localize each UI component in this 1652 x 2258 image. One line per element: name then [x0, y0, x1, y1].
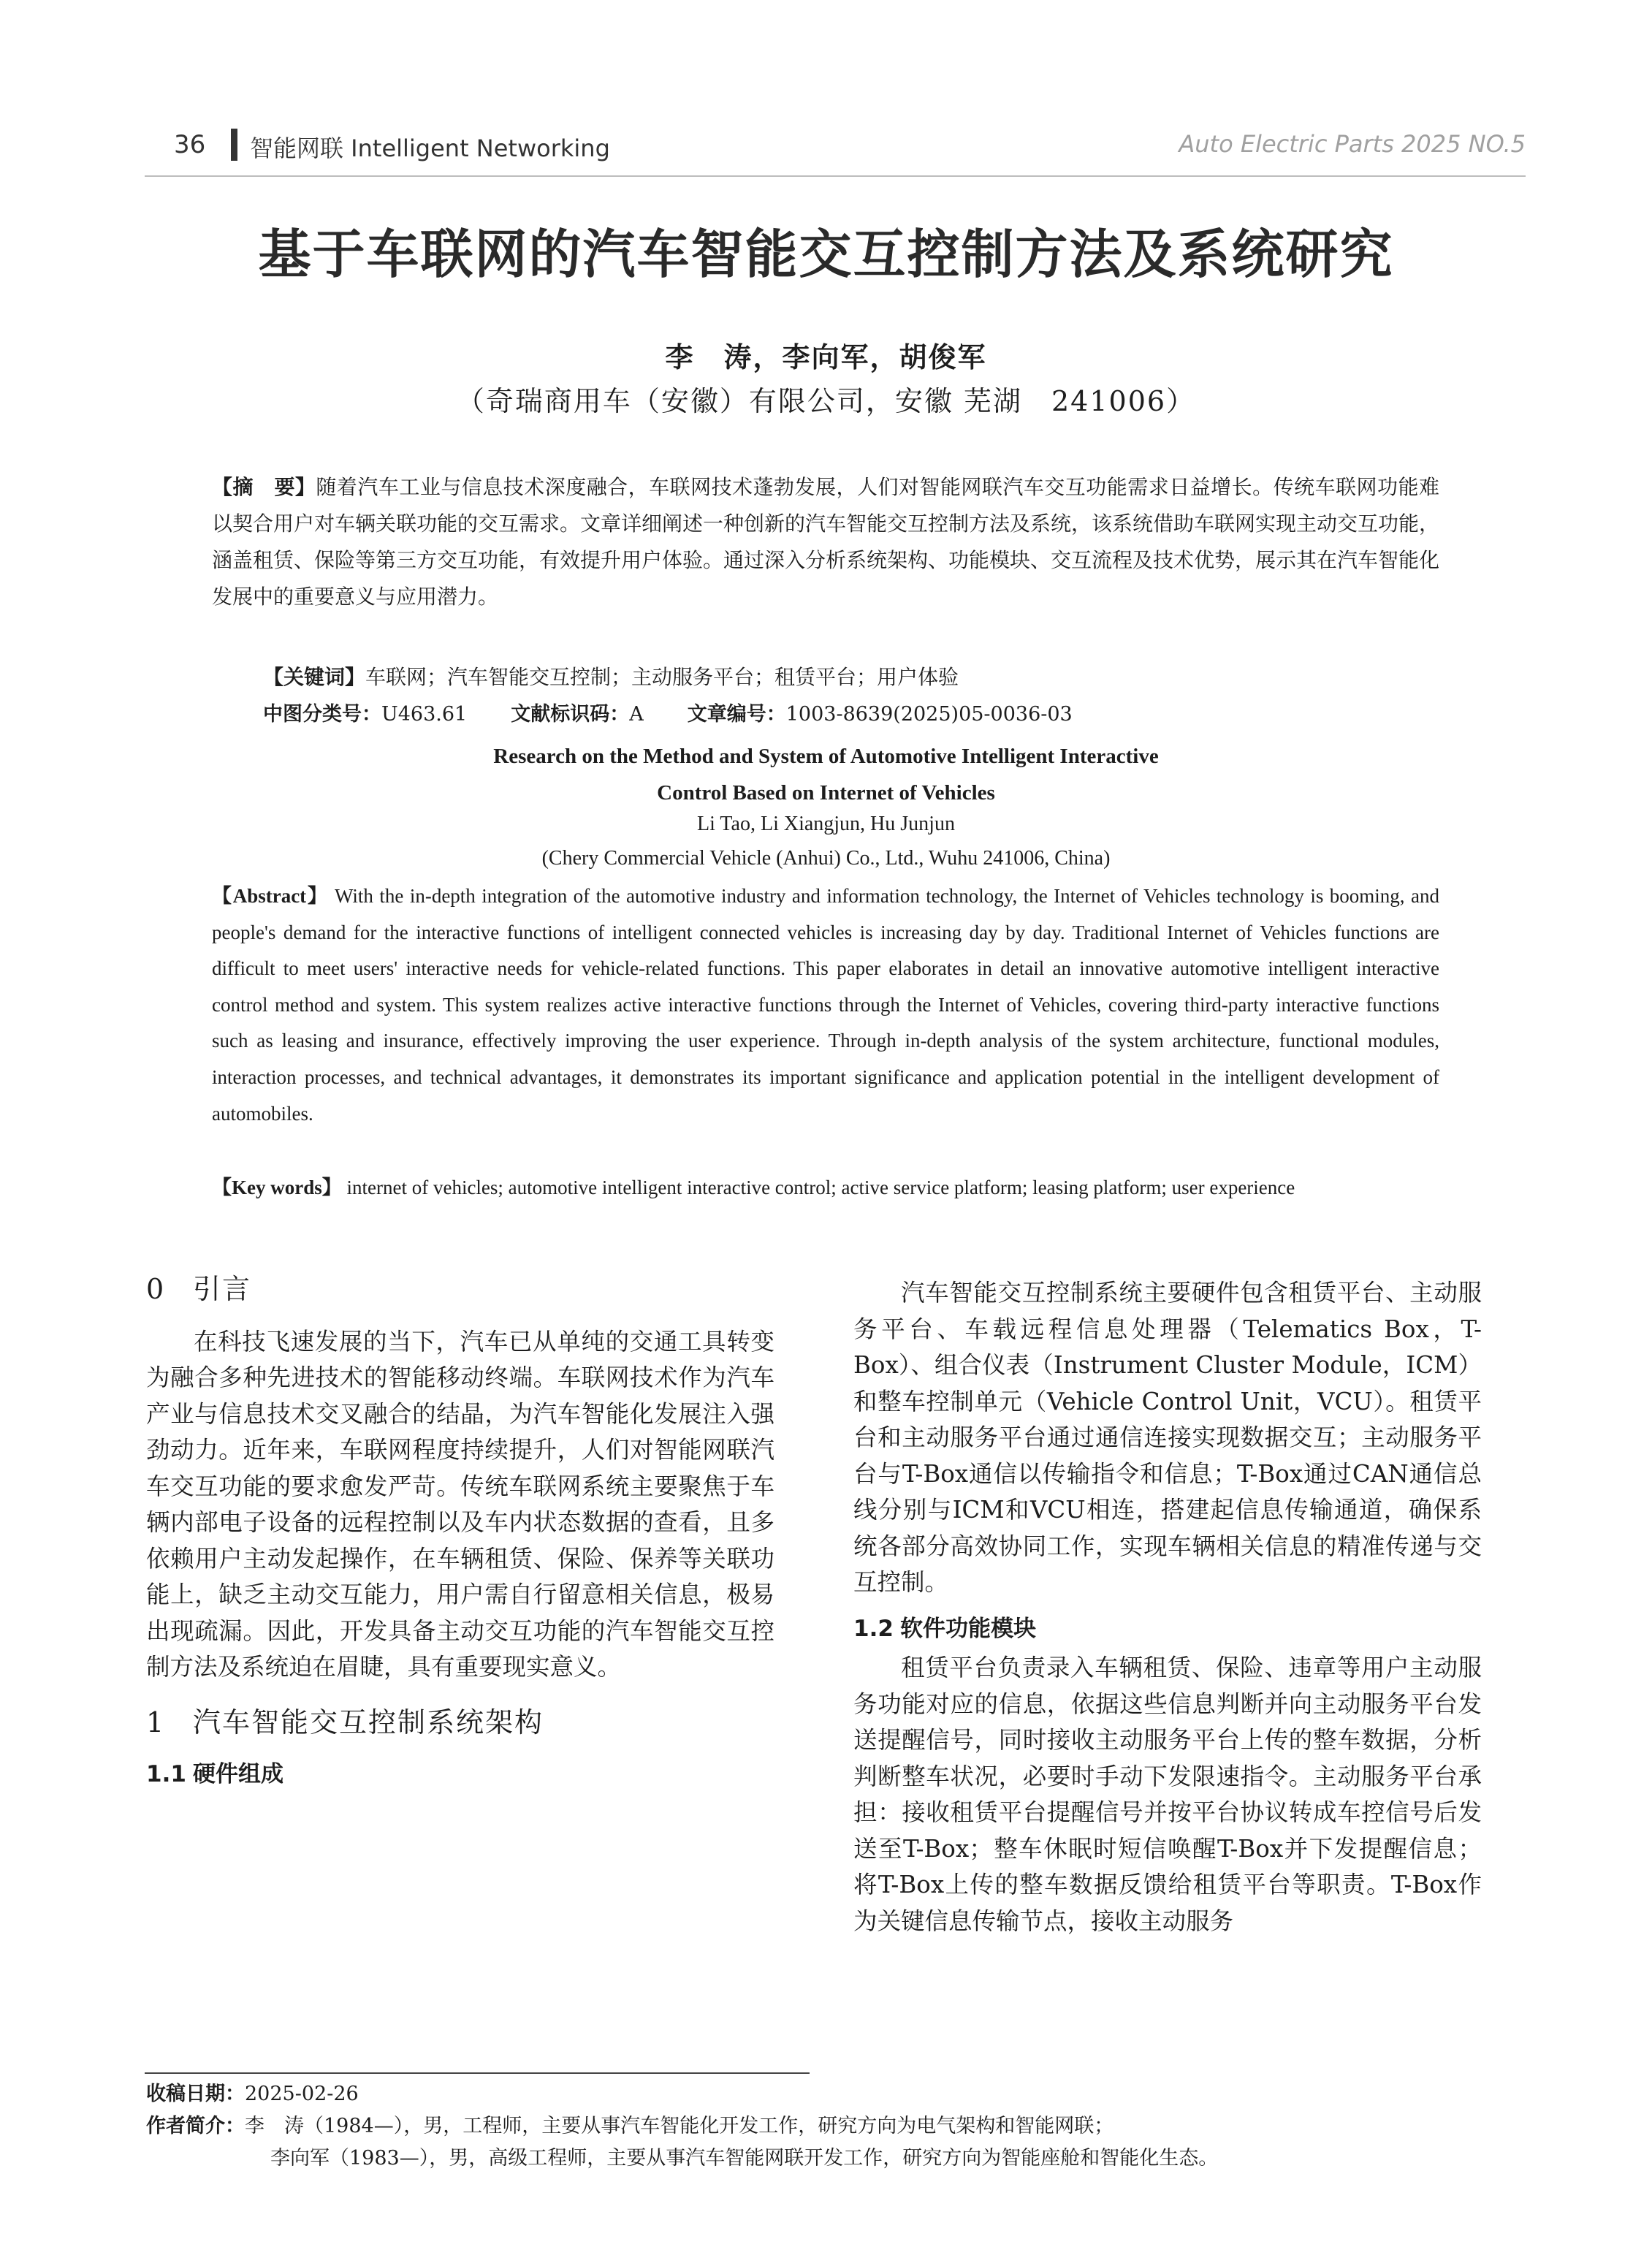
abstract-cn-text: 随着汽车工业与信息技术深度融合，车联网技术蓬勃发展，人们对智能网联汽车交互功能需求日益增长。传统车联网功能难以契合用户对车辆关联功能的交互需求。文章详细阐述一种创新的汽车智能交互控制方法及系统，该系统借助车联网实现主动交互功能，涵盖租赁、保险等第三方交互功能，有效提升用户体验。通过深入分析系统架构、功能模块、交互流程及技术优势，展示其在汽车智能化发展中的重要意义与应用潜力。 — [212, 475, 1440, 609]
subsection-title: 软件功能模块 — [900, 1615, 1036, 1642]
authors: 李 涛，李向军，胡俊军 — [665, 341, 987, 373]
keywords-en-text: internet of vehicles; automotive intelligent interactive control; active service platform; leasing platform; user experience — [346, 1176, 1295, 1198]
received-value: 2025-02-26 — [245, 2083, 359, 2105]
section-number: 1 — [146, 1706, 166, 1738]
abstract-en-label: 【Abstract】 — [212, 885, 329, 907]
subsection-title: 硬件组成 — [193, 1761, 283, 1787]
intro-paragraph: 在科技飞速发展的当下，汽车已从单纯的交通工具转变为融合多种先进技术的智能移动终端。车联网技术作为汽车产业与信息技术交叉融合的结晶，为汽车智能化发展注入强劲动力。近年来，车联网程度持续提升，人们对智能网联汽车交互功能的要求愈发严苛。传统车联网系统主要聚焦于车辆内部电子设备的远程控制以及车内状态数据的查看，且多依赖用户主动发起操作，在车辆租赁、保险、保养等关联功能上，缺乏主动交互能力，用户需自行留意相关信息，极易出现疏漏。因此，开发具备主动交互功能的汽车智能交互控制方法及系统迫在眉睫，具有重要现实意义。 — [146, 1327, 774, 1681]
english-title — [0, 738, 1652, 811]
keywords-en-label: 【Key words】 — [212, 1176, 342, 1198]
abstract-cn — [212, 469, 1439, 615]
section-heading-1 — [146, 1705, 774, 1741]
section-number: 0 — [146, 1273, 166, 1305]
received-label: 收稿日期： — [146, 2083, 245, 2105]
clc-label: 中图分类号： — [263, 703, 381, 726]
subsection-heading-1-2 — [853, 1611, 1482, 1648]
author-bio-1 — [146, 2112, 1505, 2141]
hardware-paragraph: 汽车智能交互控制系统主要硬件包含租赁平台、主动服务平台、车载远程信息处理器（Telematics Box，T-Box）、组合仪表（Instrument Cluster Module，ICM）和整车控制单元（Vehicle Control Unit，VCU）。租赁平台和主动服务平台通过通信连接实现数据交互；主动服务平台与T-Box通信以传输指令和信息；T-Box通过CAN通信总线分别与ICM和VCU相连，搭建起信息传输通道，确保系统各部分高效协同工作，实现车辆相关信息的精准传递与交互控制。 — [853, 1279, 1482, 1596]
doc-code-label: 文献标识码： — [511, 703, 630, 726]
header-rule — [145, 175, 1526, 177]
subsection-number: 1.2 — [853, 1615, 894, 1642]
footnote-rule — [145, 2072, 810, 2074]
running-header — [145, 126, 1526, 170]
paper-title: 基于车联网的汽车智能交互控制方法及系统研究 — [258, 224, 1394, 285]
keywords-en — [212, 1169, 1439, 1206]
bio-label: 作者简介： — [146, 2115, 245, 2137]
keywords-cn-text: 车联网；汽车智能交互控制；主动服务平台；租赁平台；用户体验 — [365, 665, 959, 689]
doc-code-value: A — [629, 703, 644, 726]
bio-text-1: 李 涛（1984—），男，工程师，主要从事汽车智能化开发工作，研究方向为电气架构和智能网联； — [245, 2115, 1114, 2137]
article-no-label: 文章编号： — [687, 703, 786, 726]
english-authors: Li Tao, Li Xiangjun, Hu Junjun — [697, 813, 955, 835]
abstract-cn-label: 【摘 要】 — [212, 475, 316, 499]
abstract-en-text: With the in-depth integration of the automotive industry and information technology, the Internet of Vehicles technology is booming, and people's demand for the interactive functions of intelligent connected vehicles is increasing day by day. Traditional Internet of Vehicles functions are difficult to meet users' interactive needs for vehicle-related functions. This paper elaborates in detail an innovative automotive intelligent interactive control method and system. This system realizes active interactive functions through the Internet of Vehicles, covering third-party interactive functions such as leasing and insurance, effectively improving the user experience. Through in-depth analysis of the system architecture, functional modules, interaction processes, and technical advantages, it demonstrates its important significance and application potential in the intelligent development of automobiles. — [212, 885, 1439, 1125]
journal-name: Auto Electric Parts 2025 NO.5 — [1179, 130, 1526, 158]
english-title-line2: Control Based on Internet of Vehicles — [657, 781, 995, 805]
affiliation: （奇瑞商用车（安徽）有限公司，安徽 芜湖 241006） — [456, 385, 1196, 417]
body-column-left — [146, 1257, 774, 1796]
page-number: 36 — [174, 130, 206, 159]
body-column-right — [853, 1275, 1482, 1939]
english-affiliation: (Chery Commercial Vehicle (Anhui) Co., Ltd., Wuhu 241006, China) — [541, 847, 1111, 870]
software-paragraph: 租赁平台负责录入车辆租赁、保险、违章等用户主动服务功能对应的信息，依据这些信息判断并向主动服务平台发送提醒信号，同时接收主动服务平台上传的整车数据，分析判断整车状况，必要时手动下发限速指令。主动服务平台承担：接收租赁平台提醒信号并按平台协议转成车控信号后发送至T-Box；整车休眠时短信唤醒T-Box并下发提醒信息；将T-Box上传的整车数据反馈给租赁平台等职责。T-Box作为关键信息传输节点，接收主动服务 — [853, 1654, 1482, 1935]
section-title: 引言 — [193, 1273, 252, 1305]
abstract-en — [212, 878, 1439, 1132]
section-name: 智能网联 Intelligent Networking — [250, 134, 610, 162]
author-bio-2: 李向军（1983—），男，高级工程师，主要从事汽车智能网联开发工作，研究方向为智能座舱和智能化生态。 — [270, 2147, 1219, 2170]
keywords-cn — [263, 663, 1439, 692]
subsection-heading-1-1 — [146, 1757, 774, 1793]
header-divider-bar — [231, 129, 237, 161]
received-date — [146, 2080, 1505, 2109]
keywords-cn-label: 【关键词】 — [263, 665, 366, 689]
clc-value: U463.61 — [381, 703, 468, 726]
section-title: 汽车智能交互控制系统架构 — [193, 1706, 544, 1738]
classification-line — [263, 700, 1439, 729]
article-no-value: 1003-8639(2025)05-0036-03 — [785, 703, 1073, 726]
section-heading-0 — [146, 1271, 774, 1308]
subsection-number: 1.1 — [146, 1761, 186, 1787]
english-title-line1: Research on the Method and System of Automotive Intelligent Interactive — [493, 745, 1159, 768]
